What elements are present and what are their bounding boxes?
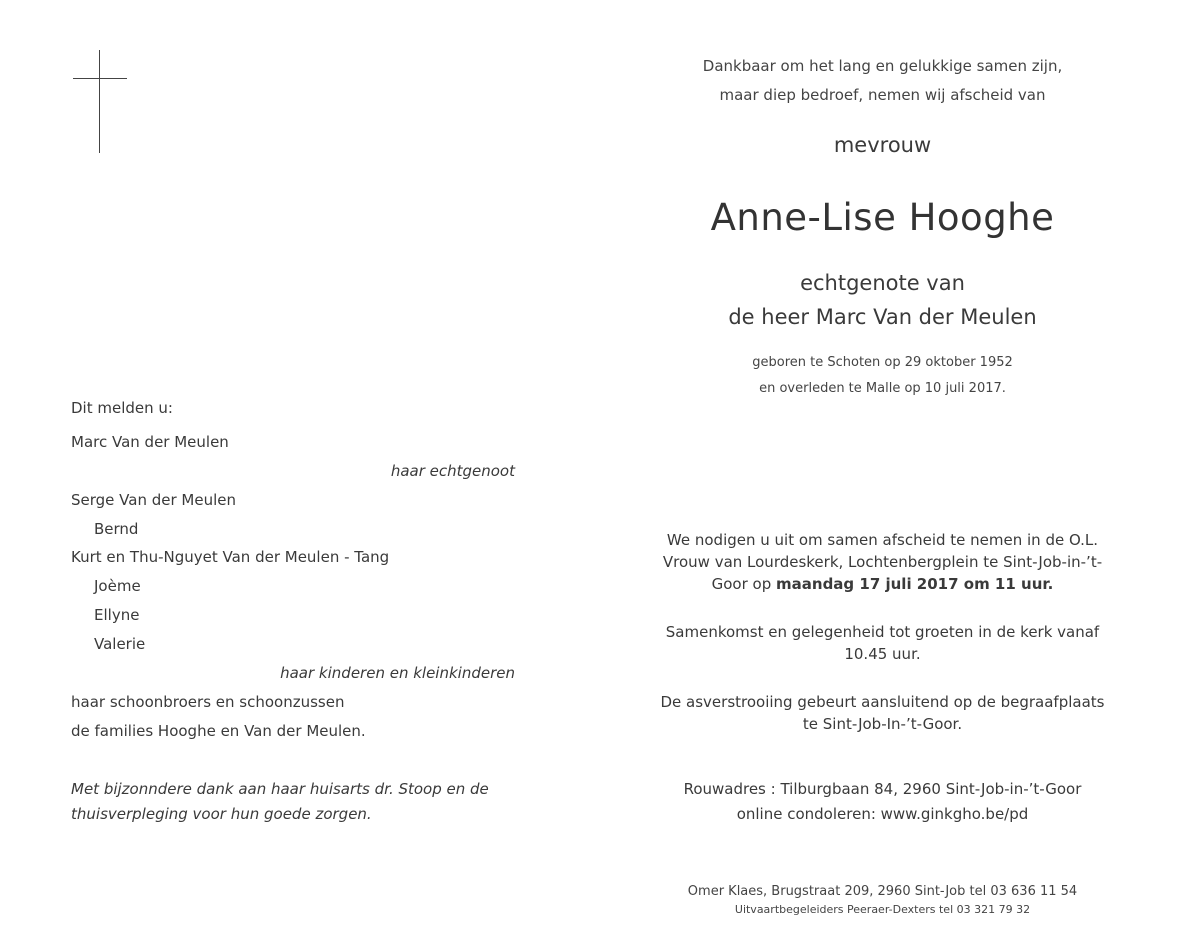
intro-text bbox=[650, 52, 1115, 110]
family-heading: Dit melden u: bbox=[71, 399, 173, 417]
family-grandchild-1: Bernd bbox=[94, 520, 139, 538]
gathering-text: Samenkomst en gelegenheid tot groeten in de kerk vanaf 10.45 uur. bbox=[665, 623, 1100, 663]
ash-scattering-text: De asverstrooiing gebeurt aansluitend op de begraafplaats te Sint-Job-In-’t-Goor. bbox=[660, 693, 1105, 733]
spouse-line-2: de heer Marc Van der Meulen bbox=[728, 305, 1037, 329]
family-child-1: Serge Van der Meulen bbox=[71, 491, 236, 509]
family-child-2: Kurt en Thu-Nguyet Van der Meulen - Tang bbox=[71, 548, 390, 566]
invitation-text bbox=[655, 529, 1110, 595]
funeral-companions-line: Uitvaartbegeleiders Peeraer-Dexters tel 03 321 79 32 bbox=[734, 903, 1031, 916]
family-families: de families Hooghe en Van der Meulen. bbox=[71, 722, 366, 740]
thanks-text: Met bijzonndere dank aan haar huisarts dr. Stoop en de thuisverpleging voor hun goede zorgen. bbox=[71, 780, 489, 823]
mourning-address: Rouwadres : Tilburgbaan 84, 2960 Sint-Job-in-’t-Goor bbox=[683, 780, 1082, 798]
funeral-director-line: Omer Klaes, Brugstraat 209, 2960 Sint-Job tel 03 636 11 54 bbox=[687, 884, 1078, 899]
online-condolences: online condoleren: www.ginkgho.be/pd bbox=[736, 805, 1029, 823]
family-husband: Marc Van der Meulen bbox=[71, 433, 229, 451]
husband-role: haar echtgenoot bbox=[390, 462, 515, 480]
spouse-line-1: echtgenote van bbox=[800, 271, 965, 295]
deceased-name: Anne-Lise Hooghe bbox=[710, 196, 1055, 239]
death-line: en overleden te Malle op 10 juli 2017. bbox=[759, 381, 1006, 396]
spouse-text bbox=[650, 266, 1115, 334]
title-mevrouw: mevrouw bbox=[833, 133, 932, 157]
invitation-datetime: maandag 17 juli 2017 om 11 uur. bbox=[776, 575, 1054, 593]
children-role: haar kinderen en kleinkinderen bbox=[280, 664, 515, 682]
cross-icon bbox=[73, 50, 127, 153]
intro-line-2: maar diep bedroef, nemen wij afscheid van bbox=[719, 86, 1046, 104]
invitation-body: We nodigen u uit om samen afscheid te nemen in de O.L. Vrouw van Lourdeskerk, Lochtenbergplein te Sint-Job-in-’t-Goor op bbox=[662, 531, 1103, 593]
contact-info bbox=[655, 777, 1110, 827]
family-grandchild-2: Joème bbox=[94, 577, 141, 595]
intro-line-1: Dankbaar om het lang en gelukkige samen zijn, bbox=[702, 57, 1063, 75]
life-dates bbox=[650, 350, 1115, 402]
birth-line: geboren te Schoten op 29 oktober 1952 bbox=[752, 355, 1013, 370]
family-inlaws: haar schoonbroers en schoonzussen bbox=[71, 693, 345, 711]
family-grandchild-3: Ellyne bbox=[94, 606, 140, 624]
family-grandchild-4: Valerie bbox=[94, 635, 146, 653]
